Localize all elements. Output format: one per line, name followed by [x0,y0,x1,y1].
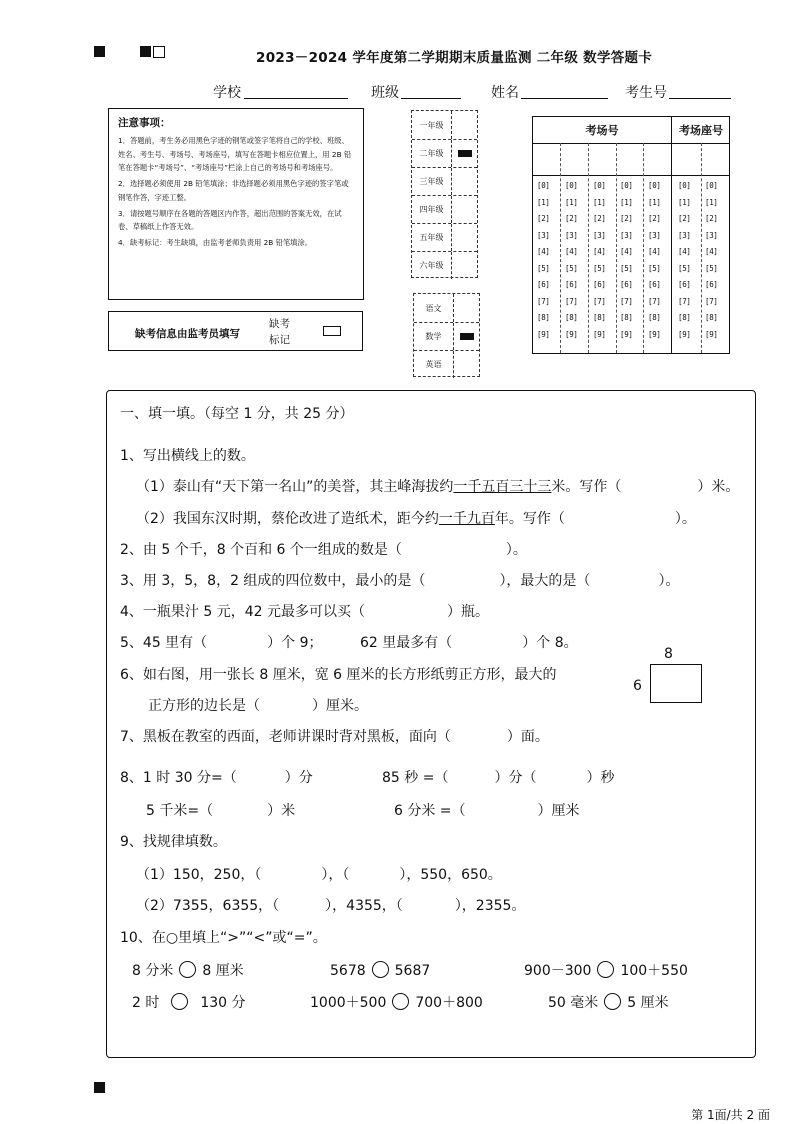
rectangle-figure [650,664,702,703]
table-divider [671,117,672,353]
digit-bubble[interactable]: [1] [678,197,691,207]
name-label: 姓名 [491,85,519,101]
compare-circle[interactable] [372,961,389,978]
digit-bubble[interactable]: [0] [678,181,691,190]
student-id-field[interactable] [669,86,731,99]
digit-bubble[interactable]: [1] [565,197,578,207]
grade-row[interactable] [412,223,477,251]
class-label: 班级 [371,85,399,101]
grade-row[interactable] [412,251,477,279]
grade-label: 二年级 [412,140,452,167]
column-divider [560,143,561,353]
page-title: 2023－2024 学年度第二学期期末质量监测 二年级 数学答题卡 [256,50,653,66]
question-4: 4、一瓶果汁 5 元，42 元最多可以买（ ）瓶。 [120,604,489,620]
digit-bubble[interactable]: [5] [648,263,661,273]
digit-bubble[interactable]: [8] [620,313,633,322]
digit-bubble[interactable]: [6] [565,280,578,289]
student-id-label: 考生号 [625,85,667,101]
digit-bubble[interactable]: [2] [620,214,633,223]
compare-circle[interactable] [392,993,409,1010]
grade-row[interactable] [412,167,477,195]
notice-item: 4．缺考标记：考生缺填，由监考老师负责用 2B 铅笔填涂。 [118,238,313,247]
question-8d: 6 分米 =（ ）厘米 [394,803,580,819]
digit-bubble[interactable]: [1] [705,197,718,207]
notice-box [108,108,364,300]
question-1-2: （2）我国东汉时期，蔡伦改进了造纸术，距今约一千九百年。写作（ ）。 [136,511,696,527]
question-6: 6、如右图，用一张长 8 厘米，宽 6 厘米的长方形纸剪正方形，最大的 [120,667,557,683]
digit-bubble[interactable]: [3] [565,230,578,240]
alignment-mark [94,46,105,57]
header-divider [533,143,729,144]
digit-bubble[interactable]: [7] [678,296,691,306]
question-5a: 5、45 里有（ ）个 9； [120,635,323,651]
digit-bubble[interactable]: [0] [620,181,633,190]
question-9-2: （2）7355，6355，（ ），4355，（ ），2355。 [136,898,526,914]
absent-mark-label: 标记 [269,334,290,346]
school-label: 学校 [213,85,241,101]
question-10-title: 10、在○里填上“>”“<”或“=”。 [120,930,327,946]
digit-bubble[interactable]: [2] [678,214,691,223]
school-field[interactable] [244,86,348,99]
subject-label: 语文 [414,294,454,322]
digit-bubble[interactable]: [7] [537,296,550,306]
page-footer: 第 1面/共 2 面 [691,1108,770,1122]
digit-bubble[interactable]: [5] [678,263,691,273]
digit-bubble[interactable]: [5] [593,263,606,273]
section-title: 一、填一填。（每空 1 分，共 25 分） [120,406,354,422]
digit-bubble[interactable]: [6] [648,280,661,289]
digit-bubble[interactable]: [9] [705,329,718,339]
compare-item: 5678 5687 [330,963,431,979]
digit-bubble[interactable]: [2] [565,214,578,223]
name-field[interactable] [521,86,608,99]
digit-bubble[interactable]: [1] [537,197,550,207]
digit-bubble[interactable]: [8] [678,313,691,322]
digit-bubble[interactable]: [5] [705,263,718,273]
digit-bubble[interactable]: [8] [705,313,718,322]
subject-row[interactable] [414,294,479,322]
digit-bubble[interactable]: [2] [537,214,550,223]
subject-grid [413,293,480,377]
digit-bubble[interactable]: [3] [620,230,633,240]
digit-bubble[interactable]: [7] [648,296,661,306]
digit-bubble[interactable]: [9] [648,329,661,339]
digit-bubble[interactable]: [9] [620,329,633,339]
question-9-1: （1）150，250，（ ），（ ），550，650。 [136,867,502,883]
exam-number-table [532,116,730,354]
subject-label: 数学 [414,323,454,350]
figure-length-label: 8 [664,646,673,662]
digit-bubble[interactable]: [7] [593,296,606,306]
question-6-answer: 正方形的边长是（ ）厘米。 [148,698,368,714]
digit-bubble[interactable]: [5] [620,263,633,273]
digit-bubble[interactable]: [2] [705,214,718,223]
grade-label: 四年级 [412,196,452,223]
digit-bubble[interactable]: [8] [537,313,550,322]
filled-mark [460,333,474,340]
alignment-mark [94,1082,105,1093]
grade-label: 三年级 [412,168,452,195]
subject-row[interactable] [414,322,479,350]
seat-number-header: 考场座号 [679,124,723,137]
write-row-divider [533,175,729,176]
class-field[interactable] [401,86,461,99]
filled-mark [458,150,472,157]
alignment-mark-open [153,46,165,58]
digit-bubble[interactable]: [4] [705,247,718,256]
subject-row[interactable] [414,350,479,378]
subject-label: 英语 [414,351,454,378]
question-8a: 8、1 时 30 分=（ ）分 [120,770,313,786]
digit-bubble[interactable]: [4] [648,247,661,256]
digit-bubble[interactable]: [0] [648,181,661,190]
digit-bubble[interactable]: [4] [537,247,550,256]
digit-bubble[interactable]: [7] [705,296,718,306]
grade-row[interactable] [412,111,477,139]
digit-bubble[interactable]: [4] [620,247,633,256]
question-7: 7、黑板在教室的西面，老师讲课时背对黑板，面向（ ）面。 [120,729,549,745]
digit-bubble[interactable]: [7] [620,296,633,306]
compare-item: 900－300 100＋550 [524,963,688,979]
digit-bubble[interactable]: [6] [678,280,691,289]
digit-bubble[interactable]: [8] [565,313,578,322]
digit-bubble[interactable]: [9] [678,329,691,339]
column-divider [616,143,617,353]
compare-circle[interactable] [597,961,614,978]
digit-bubble[interactable]: [9] [537,329,550,339]
digit-bubble[interactable]: [0] [537,181,550,190]
digit-bubble[interactable]: [9] [565,329,578,339]
grade-row[interactable] [412,195,477,223]
digit-bubble[interactable]: [6] [620,280,633,289]
digit-bubble[interactable]: [1] [648,197,661,207]
digit-bubble[interactable]: [3] [537,230,550,240]
grade-label: 六年级 [412,252,452,279]
grade-row[interactable] [412,139,477,167]
question-8b: 85 秒 =（ ）分（ ）秒 [382,770,615,786]
column-divider [643,143,644,353]
absent-mark-label: 缺考 [269,318,290,330]
question-8c: 5 千米=（ ）米 [146,803,296,819]
absent-checkbox[interactable] [323,326,341,336]
compare-circle[interactable] [604,993,621,1010]
question-3: 3、用 3，5，8，2 组成的四位数中，最小的是（ ），最大的是（ ）。 [120,573,680,589]
digit-bubble[interactable]: [7] [565,296,578,306]
digit-bubble[interactable]: [3] [648,230,661,240]
compare-circle[interactable] [171,993,188,1010]
compare-item: 8 分米 8 厘米 [132,963,244,979]
digit-bubble[interactable]: [8] [593,313,606,322]
digit-bubble[interactable]: [0] [565,181,578,190]
digit-bubble[interactable]: [4] [565,247,578,256]
compare-item: 50 毫米 5 厘米 [548,995,669,1011]
notice-title: 注意事项： [118,117,171,129]
absent-label: 缺考信息由监考员填写 [135,328,240,340]
digit-bubble[interactable]: [2] [593,214,606,223]
digit-bubble[interactable]: [6] [593,280,606,289]
digit-bubble[interactable]: [3] [593,230,606,240]
alignment-mark [140,46,151,57]
notice-item: 2．选择题必须使用 2B 铅笔填涂；非选择题必须用黑色字迹的签字笔或钢笔作答，字迹工整。 [118,179,349,202]
compare-circle[interactable] [179,961,196,978]
question-9-title: 9、找规律填数。 [120,834,227,850]
digit-bubble[interactable]: [3] [705,230,718,240]
question-1-title: 1、写出横线上的数。 [120,448,255,464]
compare-item: 1000＋500 700＋800 [310,995,483,1011]
column-divider [701,143,702,353]
digit-bubble[interactable]: [8] [648,313,661,322]
digit-bubble[interactable]: [5] [537,263,550,273]
digit-bubble[interactable]: [6] [537,280,550,289]
digit-bubble[interactable]: [0] [705,181,718,190]
question-5b: 62 里最多有（ ）个 8。 [360,635,578,651]
room-number-header: 考场号 [585,124,619,137]
digit-bubble[interactable]: [6] [705,280,718,289]
digit-bubble[interactable]: [1] [593,197,606,207]
digit-bubble[interactable]: [4] [678,247,691,256]
notice-item: 1．答题前，考生务必用黑色字迹的钢笔或签字笔将自己的学校、班级、姓名、考生号、考场号、考场座号，填写在答题卡相应位置上，用 2B 铅笔在答题卡“考场号”、“考场座号”栏涂上自己的考场号和考场座号。 [118,136,352,172]
absent-box [108,311,363,351]
digit-bubble[interactable]: [9] [593,329,606,339]
figure-width-label: 6 [633,678,642,694]
digit-bubble[interactable]: [0] [593,181,606,190]
grade-label: 一年级 [412,111,452,139]
notice-item: 3．请按题号顺序在各题的答题区内作答，超出范围的答案无效，在试卷、草稿纸上作答无效。 [118,208,342,231]
digit-bubble[interactable]: [3] [678,230,691,240]
grade-grid [411,110,478,278]
digit-bubble[interactable]: [5] [565,263,578,273]
column-divider [588,143,589,353]
question-1-1: （1）泰山有“天下第一名山”的美誉，其主峰海拔约一千五百三十三米。写作（ ）米。 [136,479,740,495]
question-2: 2、由 5 个千，8 个百和 6 个一组成的数是（ ）。 [120,542,527,558]
digit-bubble[interactable]: [4] [593,247,606,256]
digit-bubble[interactable]: [1] [620,197,633,207]
digit-bubble[interactable]: [2] [648,214,661,223]
compare-item: 2 时 130 分 [132,995,246,1011]
grade-label: 五年级 [412,224,452,251]
